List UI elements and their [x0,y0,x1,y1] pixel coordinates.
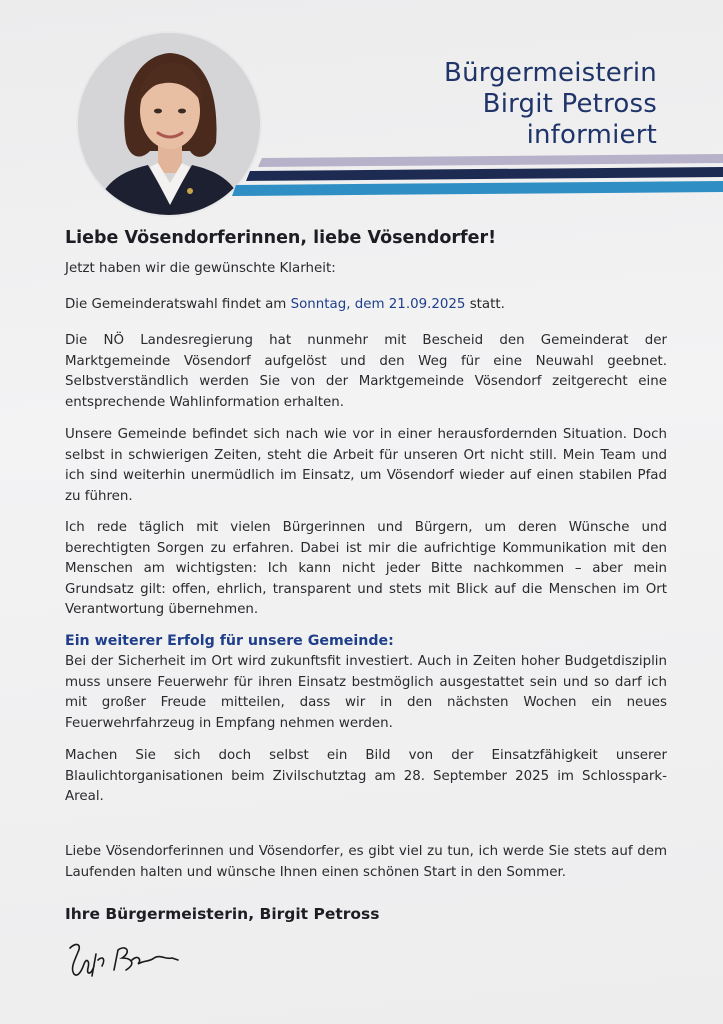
header-title-line-1: Bürgermeisterin [444,58,657,88]
election-date: Sonntag, dem 21.09.2025 [290,297,466,312]
safety-paragraph: Bei der Sicherheit im Ort wird zukunftsfit investiert. Auch in Zeiten hoher Budgetdisziplin muss unsere Feuerwehr für ihren Einsatz bestmöglich ausgestattet sein und so darf ich mit großer Freude mitteilen, dass wir in den nächsten Wochen ein neues Feuerwehrfahrzeug in Empfang nehmen werden. [65,654,667,731]
header-stripes [0,150,723,200]
dissolution-paragraph: Die NÖ Landesregierung hat nunmehr mit Bescheid den Gemeinderat der Marktgemeinde Vösendorf aufgelöst und den Weg für eine Neuwahl geebnet. Selbstverständlich werden Sie von der Marktgemeinde Vösendorf zeitgerecht eine entsprechende Wahlinformation erhalten. [65,333,667,410]
intro-paragraph: Jetzt haben wir die gewünschte Klarheit: [65,261,336,276]
communication-paragraph: Ich rede täglich mit vielen Bürgerinnen und Bürgern, um deren Wünsche und berechtigten Sorgen zu erfahren. Dabei ist mir die aufrichtige Kommunikation mit den Menschen am wichtigsten: Ich kann nicht jeder Bitte nachkommen – aber mein Grundsatz gilt: offen, ehrlich, transparent und stets mit Blick auf die Menschen im Ort Verantwortung übernehmen. [65,520,667,618]
stripe-lavender [258,154,723,167]
election-text-pre: Die Gemeinderatswahl findet am [65,297,291,312]
header-title-line-2: Birgit Petross [482,89,657,119]
situation-paragraph: Unsere Gemeinde befindet sich nach wie vor in einer herausfordernden Situation. Doch selbst in schwierigen Zeiten, steht die Arbeit für unseren Ort nicht still. Mein Team und ich sind weiterhin unermüdlich im Einsatz, um Vösendorf wieder auf einen stabilen Pfad zu führen. [65,427,667,504]
handwritten-signature [62,930,182,982]
closing-paragraph: Liebe Vösendorferinnen und Vösendorfer, es gibt viel zu tun, ich werde Sie stets auf dem Laufenden halten und wünsche Ihnen einen schönen Start in den Sommer. [65,844,667,880]
election-paragraph [65,295,667,316]
header-title-line-3: informiert [526,120,657,150]
header-title [444,58,657,151]
stripe-blue [232,181,723,196]
letter-greeting: Liebe Vösendorferinnen, liebe Vösendorfer! [65,228,497,248]
event-paragraph: Machen Sie sich doch selbst ein Bild von der Einsatzfähigkeit unserer Blaulichtorganisationen beim Zivilschutztag am 28. September 2025 im Schlosspark-Areal. [65,748,667,805]
stripe-navy [246,167,723,181]
sign-off: Ihre Bürgermeisterin, Birgit Petross [65,905,380,923]
success-subheading: Ein weiterer Erfolg für unsere Gemeinde: [65,633,394,649]
election-text-post: statt. [465,297,505,312]
